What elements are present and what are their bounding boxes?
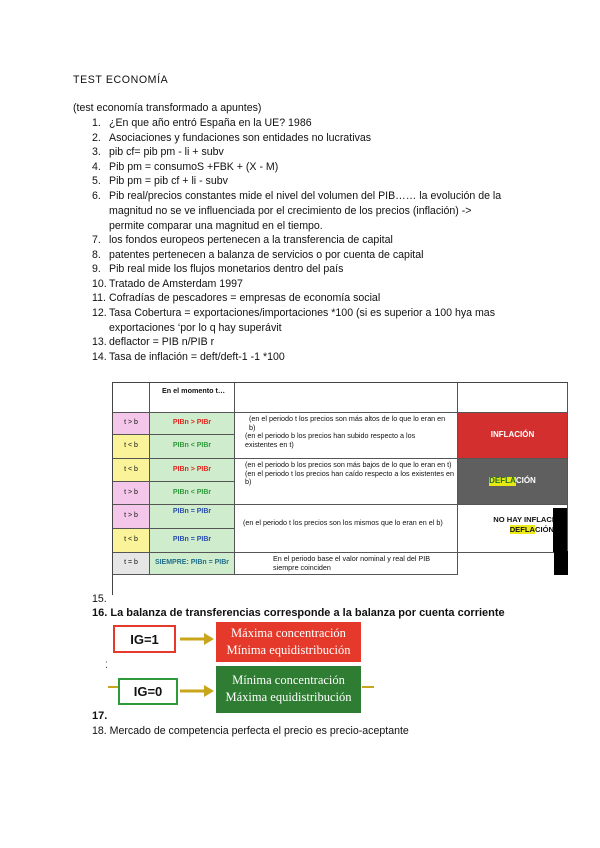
table-header-empty: [113, 383, 150, 413]
list-item-cont: permite comparar una magnitud en el tiempo.: [109, 220, 323, 232]
ig0-line: Mínima concentración: [232, 673, 345, 687]
table-cell-ab: t < b: [113, 459, 150, 482]
inflation-result: INFLACIÓN: [458, 413, 568, 459]
no-inflation-result: [458, 505, 568, 553]
ig1-box: IG=1: [113, 625, 176, 653]
ig1-line: Mínima equidistribución: [226, 643, 351, 657]
line-left: [108, 686, 118, 688]
table-header-empty: [235, 383, 458, 413]
list-item: 7. los fondos europeos pertenecen a la transferencia de capital: [92, 234, 393, 246]
list-item: 2. Asociaciones y fundaciones son entidades no lucrativas: [92, 132, 372, 144]
subtitle: (test economía transformado a apuntes): [73, 102, 262, 114]
item-17: 17.: [92, 710, 108, 722]
ig0-description-box: [216, 666, 361, 713]
list-item: 9. Pib real mide los flujos monetarios dentro del país: [92, 263, 344, 275]
description-line: (en el periodo t los precios han caído respecto a los existentes en b): [245, 468, 454, 487]
list-item: 1. ¿En que año entró España en la UE? 1986: [92, 117, 312, 129]
arrow-right-icon: [180, 631, 216, 647]
description-line: (en el periodo t los precios son los mismos que lo eran en el b): [243, 518, 443, 527]
table-cell-comparison: PIBn = PIBr: [150, 505, 235, 529]
arrow-right-icon: [180, 683, 216, 699]
result-line: [462, 525, 554, 535]
ig0-box: IG=0: [118, 678, 178, 705]
table-cell-comparison: PIBn < PIBr: [150, 435, 235, 459]
table-cell-empty: [458, 553, 568, 575]
list-item: 12. Tasa Cobertura = exportaciones/importaciones *100 (si es superior a 100 hya mas: [92, 307, 495, 319]
item-15-number: 15.: [92, 593, 107, 605]
small-mark: ⁚: [105, 660, 108, 670]
list-item: 5. Pib pm = pib cf + li - subv: [92, 175, 228, 187]
black-bar: [554, 551, 568, 575]
table-header-empty: [458, 383, 568, 413]
table-cell-comparison: PIBn < PIBr: [150, 482, 235, 505]
highlight: DEFLA: [509, 525, 536, 534]
list-item: 14. Tasa de inflación = deft/deft-1 -1 *100: [92, 351, 285, 363]
table-cell-ab: t > b: [113, 505, 150, 529]
list-item: 6. Pib real/precios constantes mide el nivel del volumen del PIB…… la evolución de la: [92, 190, 502, 202]
page-title: TEST ECONOMÍA: [73, 74, 169, 86]
table-cell-comparison: PIBn > PIBr: [150, 459, 235, 482]
table-cell-comparison: SIEMPRE: PIBn = PIBr: [150, 553, 235, 575]
list-item: 13. deflactor = PIB n/PIB r: [92, 336, 215, 348]
list-item: 3. pib cf= pib pm - li + subv: [92, 146, 224, 158]
list-item-cont: magnitud no se ve influenciada por el crecimiento de los precios (inflación) ->: [109, 205, 472, 217]
description-line: (en el periodo b los precios son más bajos de lo que lo eran en t): [245, 460, 452, 469]
ig0-line: Máxima equidistribución: [225, 690, 352, 704]
table-header-moment: En el momento t…: [150, 383, 235, 413]
list-item: 8. patentes pertenecen a balanza de servicios o por cuenta de capital: [92, 249, 424, 261]
list-item: 4. Pib pm = consumoS +FBK + (X - M): [92, 161, 279, 173]
table-cell-comparison: PIBn = PIBr: [150, 529, 235, 553]
inflation-table: [112, 382, 568, 595]
description-line: (en el periodo b los precios han subido respecto a los existentes en t): [245, 431, 416, 449]
result-rest: CIÓN: [535, 525, 554, 534]
description-line: (en el periodo t los precios son más altos de lo que lo eran en b): [249, 414, 446, 432]
highlight: DEFLA: [489, 476, 516, 486]
table-cell-ab: t < b: [113, 529, 150, 553]
item-16: 16. La balanza de transferencias corresponde a la balanza por cuenta corriente: [92, 607, 505, 619]
line-right: [362, 686, 374, 688]
no-inflation-text: [462, 515, 554, 535]
ig1-line: Máxima concentración: [231, 626, 346, 640]
item-18: 18. Mercado de competencia perfecta el precio es precio-aceptante: [92, 725, 409, 737]
deflation-result: [458, 459, 568, 505]
table-cell-ab: t < b: [113, 435, 150, 459]
table-cell-description: [235, 413, 458, 459]
list-item-cont: exportaciones ‘por lo q hay superávit: [109, 322, 282, 334]
table-cell-ab: t > b: [113, 482, 150, 505]
table-cell-description: [235, 553, 458, 575]
table-cell-ab: t > b: [113, 413, 150, 435]
table-cell-description: [235, 459, 458, 505]
table-cell-description: [235, 505, 458, 553]
list-item: 10. Tratado de Amsterdam 1997: [92, 278, 243, 290]
description-line: En el periodo base el valor nominal y real del PIB siempre coinciden: [273, 554, 431, 572]
table-cell-ab: t = b: [113, 553, 150, 575]
ig1-description-box: [216, 622, 361, 662]
list-item: 11. Cofradías de pescadores = empresas de economía social: [92, 292, 381, 304]
black-bar: [553, 508, 567, 553]
result-line: NO HAY INFLACI: [493, 515, 554, 524]
table-cell-comparison: PIBn > PIBr: [150, 413, 235, 435]
result-rest: CIÓN: [515, 476, 536, 486]
